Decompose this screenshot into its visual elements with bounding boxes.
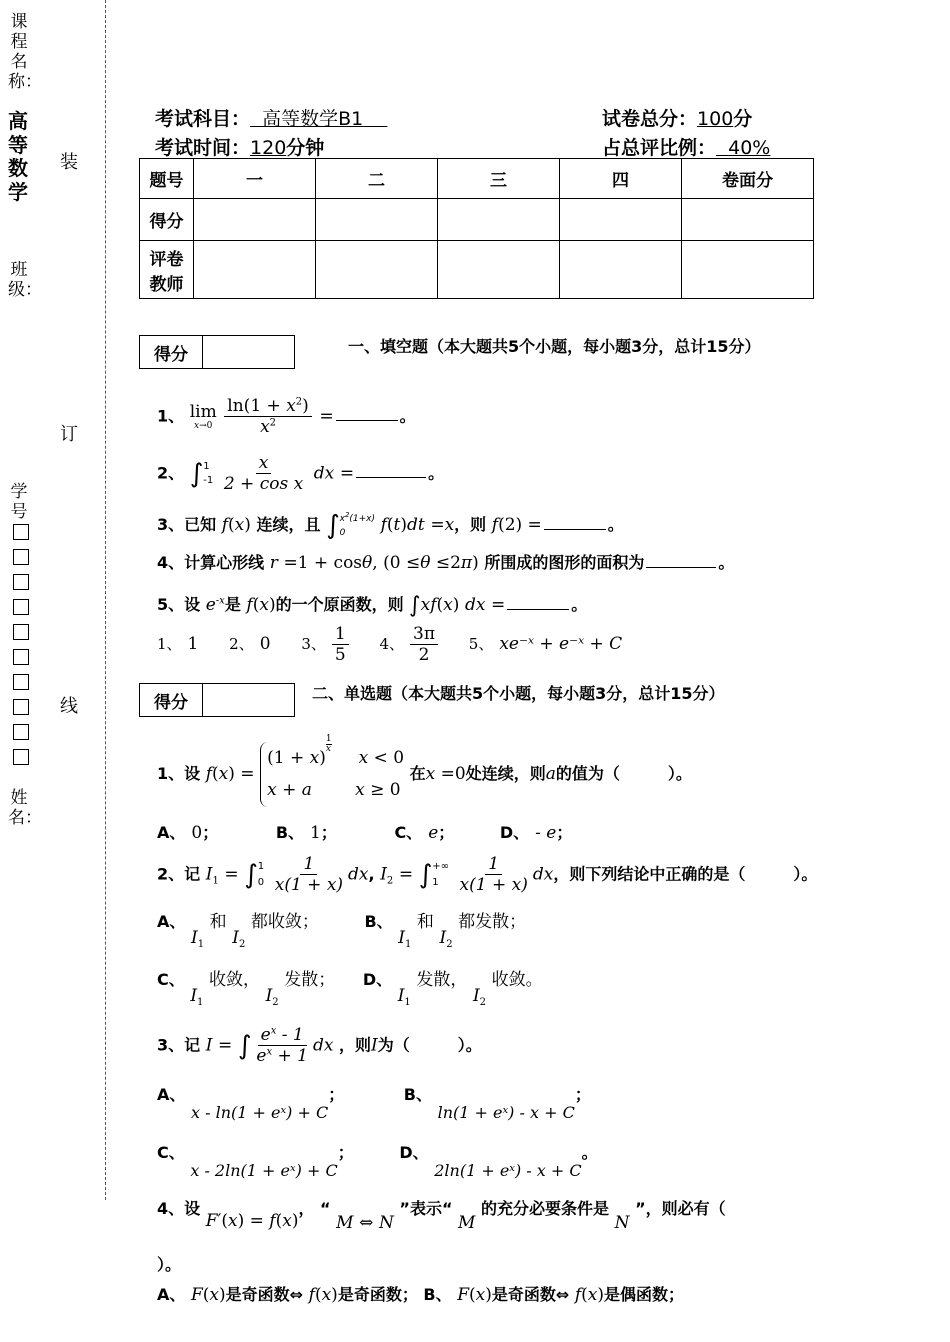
fill-answers: 1、 1 2、 0 3、 $\frac{1}{5}$ 4、 $\frac{3\pi}{2}$ 5、 xe⁻ˣ + e⁻ˣ + C	[157, 624, 623, 666]
grader-cell[interactable]	[682, 241, 814, 299]
choice-question-4-options: A、 F(x)是奇函数⇔ f(x)是奇函数； B、 F(x)是奇函数⇔ f(x)是偶函数；	[157, 1285, 685, 1305]
score-col-total: 卷面分	[682, 159, 814, 199]
course-name: 高等数学	[8, 109, 28, 204]
score-table	[139, 158, 814, 299]
exam-ratio: 占总评比例： 40%	[602, 137, 771, 159]
student-id-digit-box[interactable]	[13, 699, 29, 715]
student-id-digit-box[interactable]	[13, 549, 29, 565]
score-cell[interactable]	[682, 199, 814, 241]
score-cell[interactable]	[194, 199, 316, 241]
choice-question-3: 3、记 I = ∫ $\frac{e^x - 1}{e^x + 1}$ dx ，则I为（ ）。	[157, 1025, 482, 1067]
binding-mark-zhuang: 装	[60, 152, 78, 173]
name-label: 姓名：	[8, 788, 42, 829]
exam-time: 考试时间：120分钟	[155, 137, 325, 159]
grader-cell[interactable]	[438, 241, 560, 299]
choice-question-2: 2、记 $I_1$ = ∫ 1 0 $\frac{1}{x(1 + x)}$ dx, $I_2$ = ∫ +∞ 1 $\frac{1}{x(1 + x)}$ dx，则下列结论中正确的是（ ）。	[157, 854, 818, 896]
score-table-corner: 题号	[140, 159, 194, 199]
exam-total-score: 试卷总分：100分	[602, 108, 753, 130]
choice-question-3-options-cd: C、 x - 2ln(1 + eˣ) + C； D、 2ln(1 + eˣ) - x + C。	[157, 1143, 598, 1180]
choice-question-3-options-ab: A、 x - ln(1 + eˣ) + C； B、 ln(1 + eˣ) - x + C；	[157, 1085, 591, 1122]
score-col-2: 二	[316, 159, 438, 199]
choice-question-4-cont: ）。	[157, 1255, 182, 1274]
section1-score-label: 得分	[140, 336, 203, 368]
choice-question-4: 4、设 F′(x) = f(x)， “ M ⇔ N ”表示“ M 的充分必要条件是 N ”，则必有（	[157, 1199, 726, 1233]
score-col-1: 一	[194, 159, 316, 199]
choice-question-1-options: A、 0； B、 1； C、 e； D、 - e；	[157, 823, 573, 843]
fill-question-3: 3、已知 f(x) 连续，且 ∫ $x^2(1+x)$ 0 f(t)dt =x，则 f(2) = 。	[157, 510, 624, 541]
student-id-digit-box[interactable]	[13, 724, 29, 740]
student-id-digit-box[interactable]	[13, 624, 29, 640]
section2-title: 二、单选题（本大题共5个小题，每小题3分，总计15分）	[312, 684, 725, 703]
grader-cell[interactable]	[560, 241, 682, 299]
section1-title: 一、填空题（本大题共5个小题，每小题3分，总计15分）	[348, 337, 761, 356]
student-id-label: 学号	[10, 482, 28, 523]
grader-cell[interactable]	[316, 241, 438, 299]
choice-question-2-options-cd: C、 $I_1$ 收敛， $I_2$ 发散； D、 $I_1$ 发散， $I_2$ 收敛。	[157, 970, 543, 1008]
score-col-3: 三	[438, 159, 560, 199]
section1-score-box[interactable]	[139, 335, 295, 369]
grader-row-label: 评卷 教师	[140, 241, 194, 299]
choice-question-2-options-ab: A、 $I_1$ 和 $I_2$ 都收敛； B、 $I_1$ 和 $I_2$ 都发散；	[157, 912, 527, 950]
student-id-digit-box[interactable]	[13, 649, 29, 665]
fill-question-1: 1、 lim x→0 $\frac{\ln(1 + x^2)}{x^2}$ = 。	[157, 396, 416, 438]
student-id-digit-box[interactable]	[13, 599, 29, 615]
class-label: 班级：	[8, 260, 42, 301]
student-id-digit-box[interactable]	[13, 574, 29, 590]
student-id-digit-box[interactable]	[13, 524, 29, 540]
binding-mark-ding: 订	[60, 424, 78, 445]
section2-score-label: 得分	[140, 684, 203, 716]
score-cell[interactable]	[560, 199, 682, 241]
fill-question-2: 2、 ∫ 1 -1 $\frac{x}{\text{2 + cos x}}$ dx = 。	[157, 453, 445, 495]
binding-mark-xian: 线	[60, 696, 78, 717]
score-cell[interactable]	[316, 199, 438, 241]
score-cell[interactable]	[438, 199, 560, 241]
section2-score-box[interactable]	[139, 683, 295, 717]
choice-question-1: 1、设 f(x) = (1 + x) $^{\frac{1}{x}}$ x < 0 x + a x ≥ 0 在x =0处连续，则a的值为（ ）。	[157, 742, 692, 807]
fill-question-4: 4、计算心形线 r =1 + cosθ, (0 ≤θ ≤2π) 所围成的图形的面积为 。	[157, 553, 735, 573]
score-row-label: 得分	[140, 199, 194, 241]
course-label: 课程名称：	[8, 12, 42, 93]
student-id-boxes[interactable]	[10, 524, 32, 774]
exam-subject: 考试科目： 高等数学B1	[155, 108, 364, 130]
student-id-digit-box[interactable]	[13, 749, 29, 765]
binding-cut-line	[105, 0, 106, 1200]
student-id-digit-box[interactable]	[13, 674, 29, 690]
grader-cell[interactable]	[194, 241, 316, 299]
score-col-4: 四	[560, 159, 682, 199]
fill-question-5: 5、设 $e^{-x}$是 f(x)的一个原函数，则 ∫xf(x) dx = 。	[157, 593, 588, 618]
